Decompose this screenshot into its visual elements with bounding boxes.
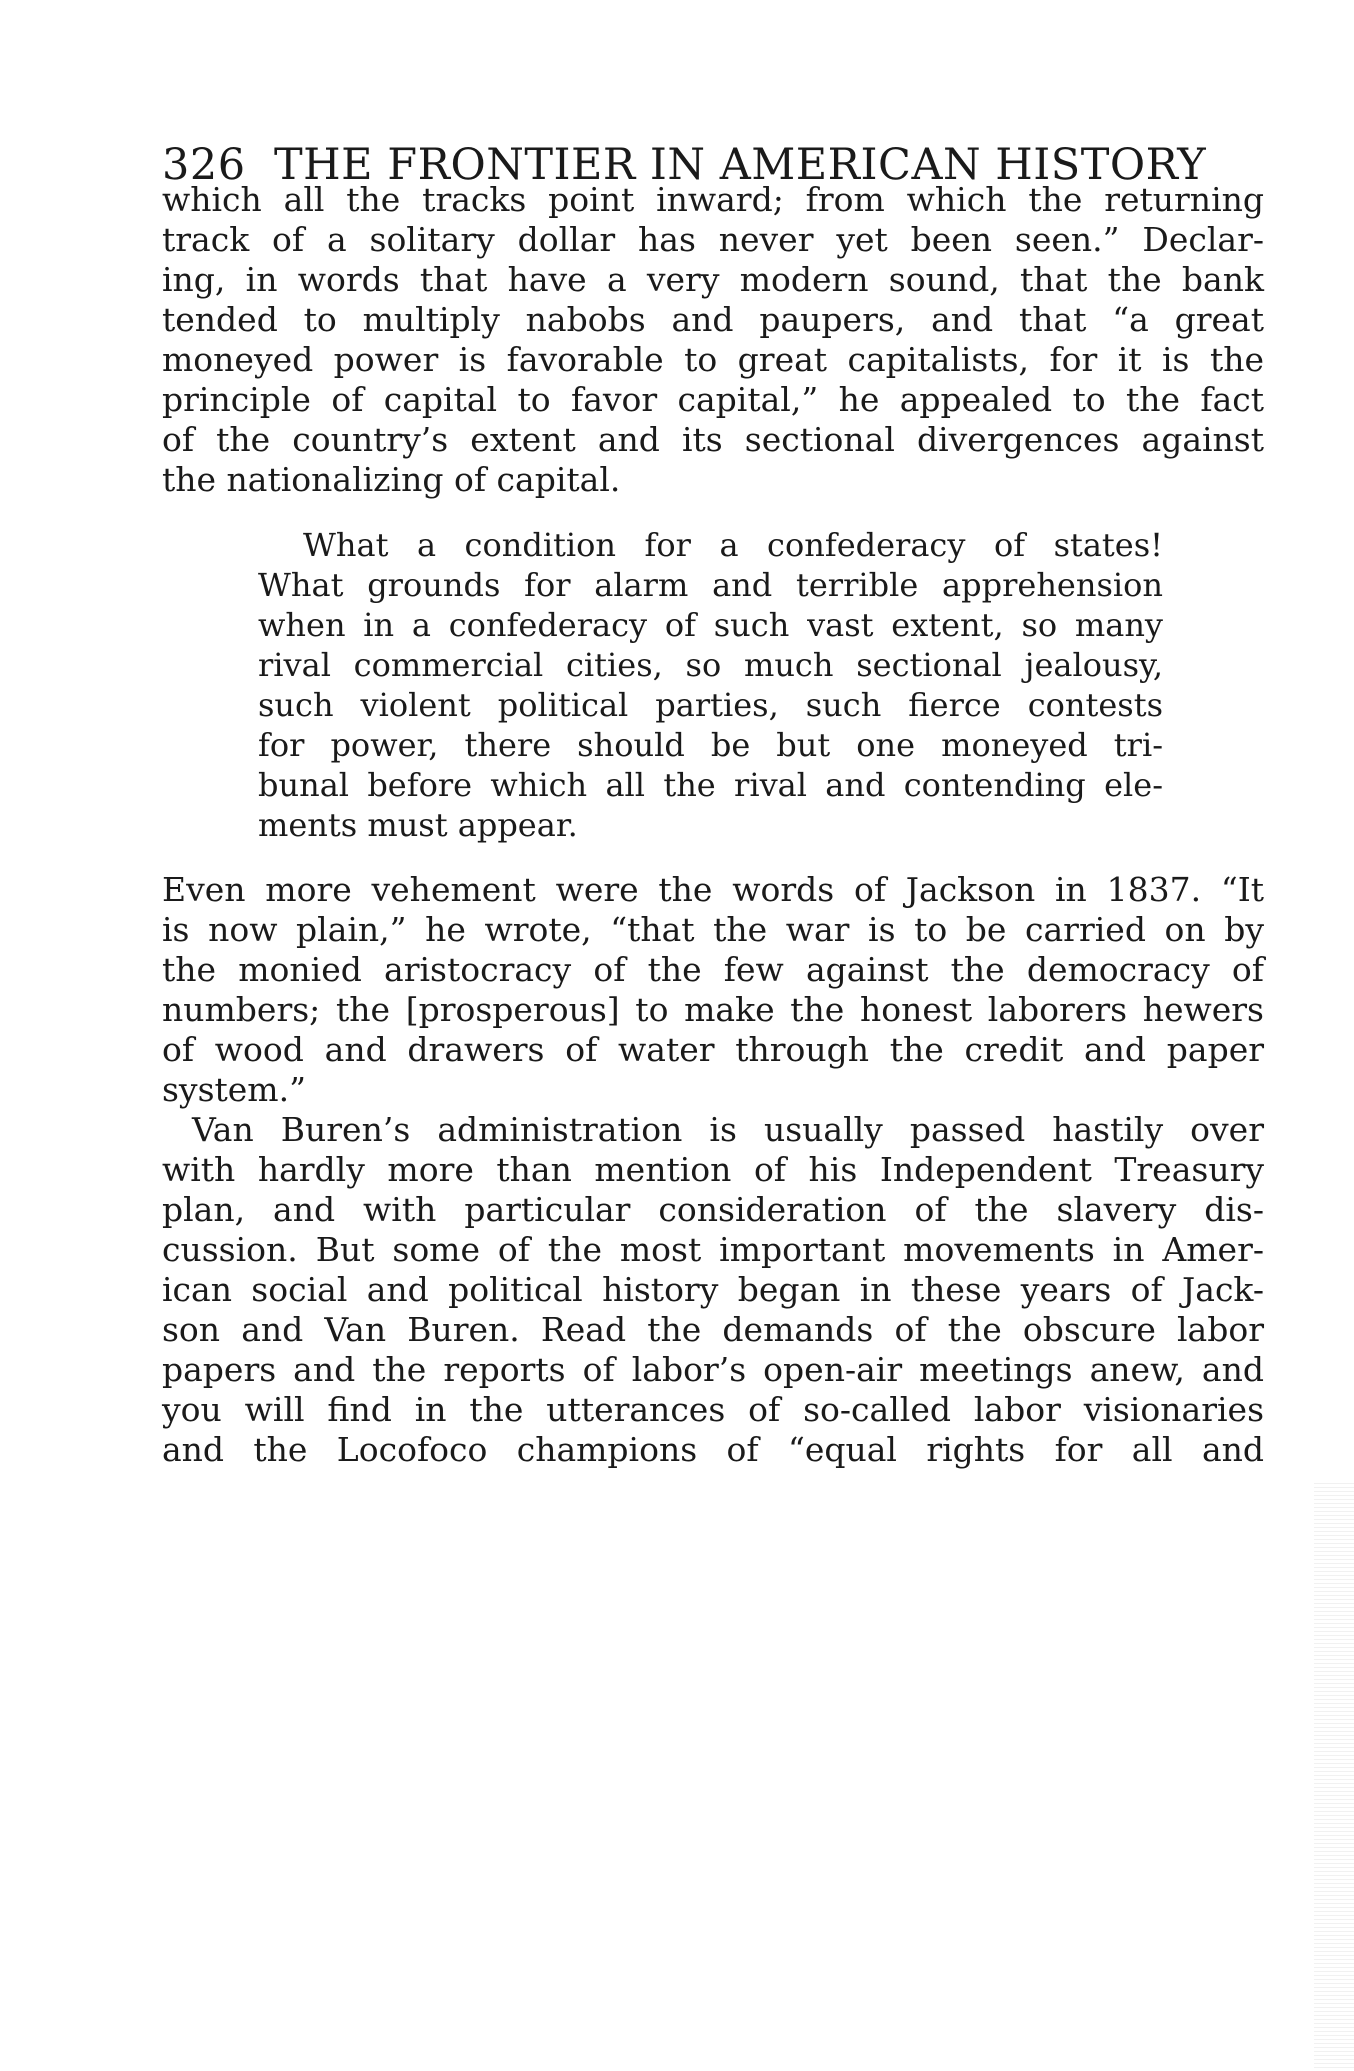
text-line: the nationalizing of capital.	[162, 460, 621, 499]
text-line: papers and the reports of labor’s open-air meetings anew, and	[162, 1350, 1264, 1389]
quote-line: when in a confederacy of such vast extent, so many	[258, 606, 1163, 644]
text-line: you will find in the utterances of so-called labor visionaries	[162, 1390, 1264, 1429]
running-title: THE FRONTIER IN AMERICAN HISTORY	[274, 140, 1207, 190]
text-line: and the Locofoco champions of “equal rights for all and	[162, 1430, 1264, 1469]
text-line: of the country’s extent and its sectional divergences against	[162, 420, 1264, 459]
text-line: of wood and drawers of water through the credit and paper	[162, 1030, 1264, 1069]
text-line: moneyed power is favorable to great capitalists, for it is the	[162, 340, 1264, 379]
text-line: tended to multiply nabobs and paupers, and that “a great	[162, 300, 1264, 339]
text-line: ican social and political history began in these years of Jack-	[162, 1270, 1264, 1309]
page-number: 326	[162, 140, 246, 190]
quote-line: bunal before which all the rival and contending ele-	[258, 766, 1163, 804]
quote-line: rival commercial cities, so much sectional jealousy,	[258, 646, 1163, 684]
text-line: plan, and with particular consideration of the slavery dis-	[162, 1190, 1264, 1229]
text-line: ing, in words that have a very modern sound, that the bank	[162, 260, 1264, 299]
page-edge-scan-noise	[1314, 1480, 1354, 2071]
text-line: with hardly more than mention of his Independent Treasury	[162, 1150, 1264, 1189]
quote-line: for power, there should be but one moneyed tri-	[258, 726, 1163, 764]
text-line: son and Van Buren. Read the demands of the obscure labor	[162, 1310, 1264, 1349]
text-line: track of a solitary dollar has never yet been seen.” Declar-	[162, 220, 1264, 259]
quote-line: What a condition for a confederacy of states!	[303, 526, 1163, 564]
text-line: principle of capital to favor capital,” he appealed to the fact	[162, 380, 1264, 419]
text-line: Van Buren’s administration is usually passed hastily over	[192, 1110, 1264, 1149]
text-line: Even more vehement were the words of Jackson in 1837. “It	[162, 870, 1264, 909]
text-line: the monied aristocracy of the few against the democracy of	[162, 950, 1264, 989]
text-line: system.”	[162, 1070, 306, 1109]
text-line: which all the tracks point inward; from which the returning	[162, 180, 1264, 219]
text-line: cussion. But some of the most important movements in Amer-	[162, 1230, 1264, 1269]
quote-line: ments must appear.	[258, 806, 578, 844]
quote-line: What grounds for alarm and terrible apprehension	[258, 566, 1163, 604]
quote-line: such violent political parties, such fierce contests	[258, 686, 1163, 724]
text-line: is now plain,” he wrote, “that the war is to be carried on by	[162, 910, 1264, 949]
text-line: numbers; the [prosperous] to make the honest laborers hewers	[162, 990, 1264, 1029]
